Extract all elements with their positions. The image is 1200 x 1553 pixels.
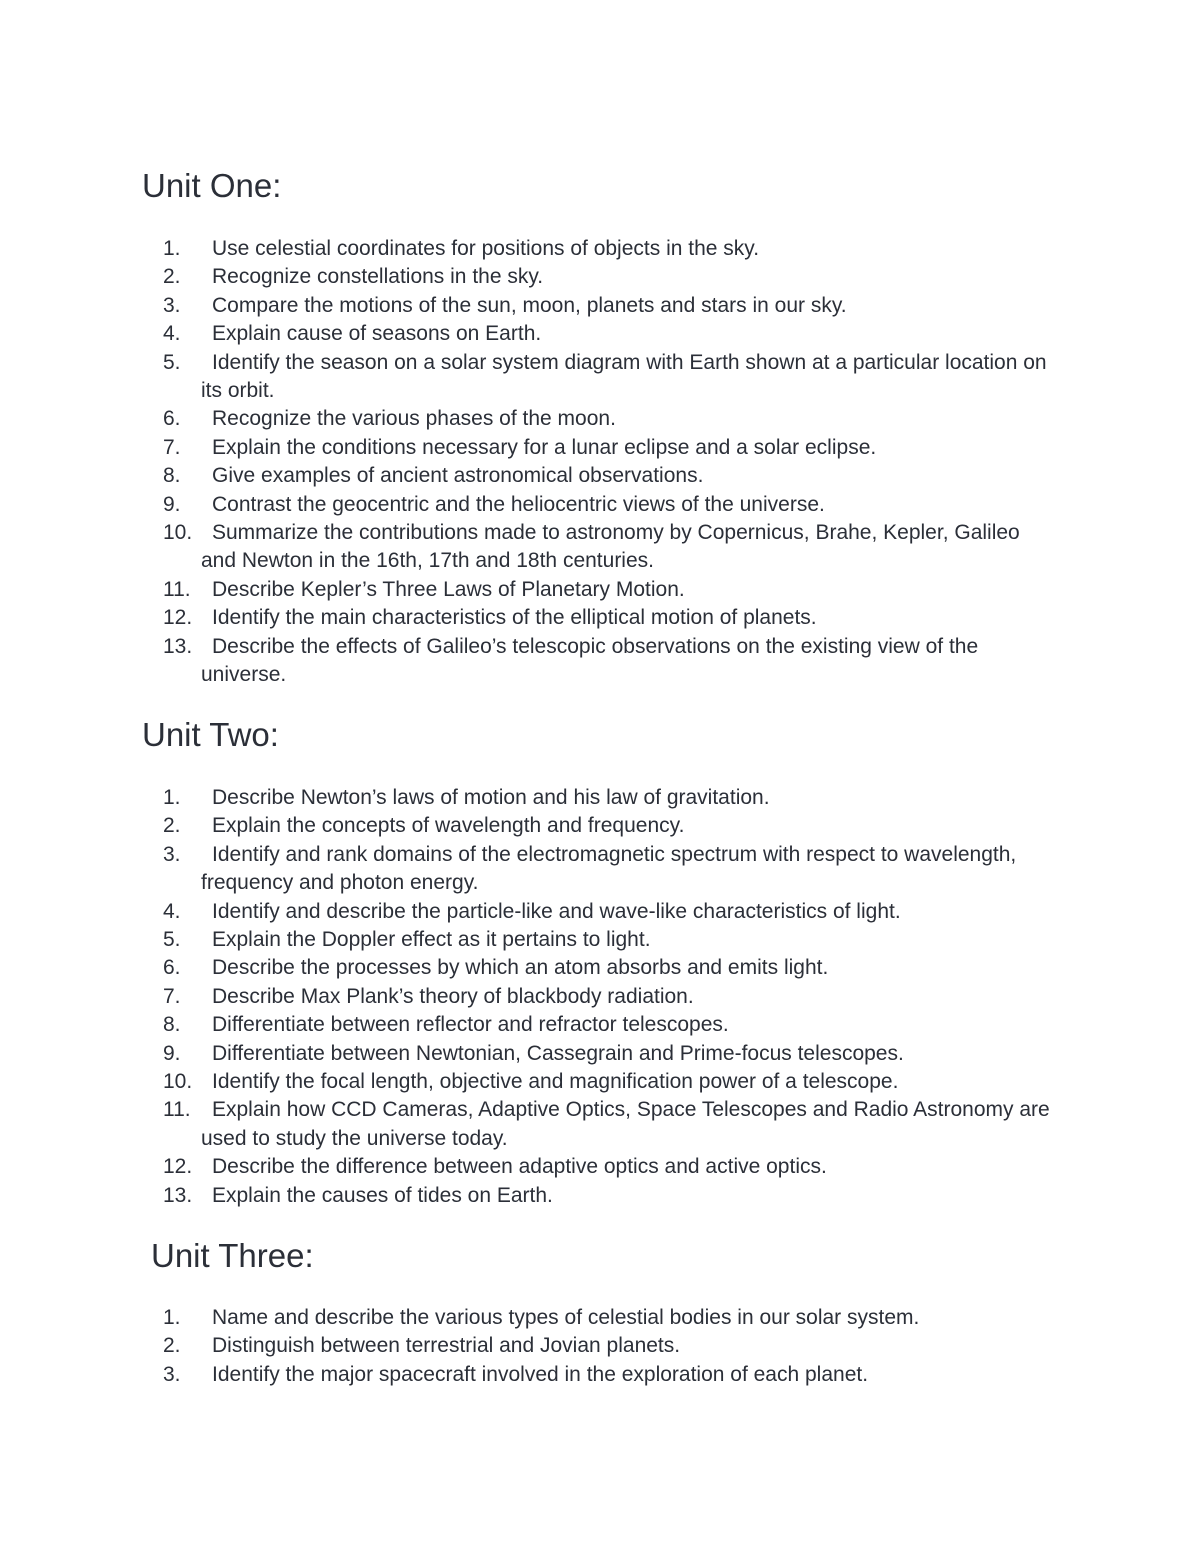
item-text: Explain how CCD Cameras, Adaptive Optics, Space Telescopes and Radio Astronomy are used to study the universe today. <box>201 1098 1050 1150</box>
item-text: Summarize the contributions made to astronomy by Copernicus, Brahe, Kepler, Galileo and Newton in the 16th, 17th and 18th centuries. <box>201 521 1020 573</box>
item-text: Identify the season on a solar system diagram with Earth shown at a particular location on its orbit. <box>201 350 1047 403</box>
item-number: 13. <box>163 634 193 658</box>
list-item <box>0 1068 1051 1096</box>
item-number: 1. <box>163 237 181 260</box>
item-text: Use celestial coordinates for positions of objects in the sky. <box>212 237 760 260</box>
list-item <box>0 491 1051 519</box>
unit-three-heading: Unit Three: <box>151 1237 314 1274</box>
list-item <box>0 1011 1051 1039</box>
list-item <box>0 434 1051 462</box>
unit-two-objectives <box>0 784 1200 1210</box>
item-number: 11. <box>163 1098 191 1122</box>
item-number: 6. <box>163 407 181 431</box>
list-item <box>0 519 1051 576</box>
item-number: 13. <box>163 1183 193 1207</box>
item-number: 8. <box>163 464 181 488</box>
item-text: Describe the processes by which an atom absorbs and emits light. <box>212 956 829 980</box>
list-item <box>0 812 1051 840</box>
list-item <box>0 1153 1051 1181</box>
item-number: 11. <box>163 577 191 601</box>
item-number: 2. <box>163 1334 181 1358</box>
item-number: 3. <box>163 842 181 866</box>
item-text: Describe Max Plank’s theory of blackbody radiation. <box>212 984 694 1008</box>
list-item <box>0 462 1051 490</box>
item-number: 4. <box>163 322 181 346</box>
list-item <box>0 1332 1051 1360</box>
list-item <box>0 841 1051 898</box>
item-text: Name and describe the various types of celestial bodies in our solar system. <box>212 1306 920 1329</box>
item-text: Differentiate between Newtonian, Cassegrain and Prime-focus telescopes. <box>212 1041 904 1065</box>
item-number: 4. <box>163 899 181 923</box>
list-item <box>0 1304 1051 1332</box>
list-item <box>0 576 1051 604</box>
list-item <box>0 263 1051 291</box>
item-text: Explain the causes of tides on Earth. <box>212 1183 553 1207</box>
item-number: 9. <box>163 492 181 516</box>
item-number: 5. <box>163 928 181 952</box>
item-number: 9. <box>163 1041 181 1065</box>
item-text: Identify the main characteristics of the elliptical motion of planets. <box>212 606 817 630</box>
item-text: Describe the difference between adaptive optics and active optics. <box>212 1155 827 1179</box>
list-item <box>0 898 1051 926</box>
unit-one-heading: Unit One: <box>142 167 282 204</box>
item-text: Contrast the geocentric and the heliocentric views of the universe. <box>212 492 825 516</box>
item-text: Explain the conditions necessary for a lunar eclipse and a solar eclipse. <box>212 435 877 459</box>
item-text: Identify the major spacecraft involved in the exploration of each planet. <box>212 1362 869 1386</box>
item-text: Describe Kepler’s Three Laws of Planetary Motion. <box>212 577 685 601</box>
item-number: 10. <box>163 1070 193 1094</box>
list-item <box>0 1096 1051 1153</box>
item-text: Give examples of ancient astronomical observations. <box>212 464 704 488</box>
list-item <box>0 633 1051 690</box>
list-item <box>0 1361 1051 1389</box>
item-number: 8. <box>163 1013 181 1037</box>
item-number: 2. <box>163 265 181 289</box>
item-text: Identify the focal length, objective and magnification power of a telescope. <box>212 1070 899 1094</box>
list-item <box>0 320 1051 348</box>
item-text: Recognize constellations in the sky. <box>212 265 544 289</box>
list-item <box>0 954 1051 982</box>
item-text: Identify and describe the particle-like and wave-like characteristics of light. <box>212 899 901 923</box>
item-text: Identify and rank domains of the electromagnetic spectrum with respect to wavelength, frequency and photon energy. <box>201 842 1017 895</box>
list-item <box>0 784 1051 812</box>
unit-two-heading: Unit Two: <box>142 716 279 753</box>
item-number: 1. <box>163 1306 181 1329</box>
item-text: Describe the effects of Galileo’s telescopic observations on the existing view of the universe. <box>201 634 979 687</box>
list-item <box>0 983 1051 1011</box>
item-text: Recognize the various phases of the moon. <box>212 407 616 431</box>
list-item <box>0 1040 1051 1068</box>
unit-one-objectives <box>0 235 1200 690</box>
item-number: 12. <box>163 1155 193 1179</box>
list-item <box>0 405 1051 433</box>
item-text: Explain cause of seasons on Earth. <box>212 322 542 346</box>
list-item <box>0 349 1051 406</box>
item-number: 3. <box>163 1362 181 1386</box>
item-number: 2. <box>163 814 181 838</box>
item-number: 7. <box>163 984 181 1008</box>
item-text: Distinguish between terrestrial and Jovian planets. <box>212 1334 681 1358</box>
item-number: 12. <box>163 606 193 630</box>
item-number: 7. <box>163 435 181 459</box>
unit-three-objectives <box>0 1304 1200 1389</box>
item-text: Explain the Doppler effect as it pertains to light. <box>212 928 651 952</box>
item-text: Explain the concepts of wavelength and frequency. <box>212 814 685 838</box>
list-item <box>0 926 1051 954</box>
list-item <box>0 235 1051 263</box>
item-number: 1. <box>163 786 181 809</box>
list-item <box>0 292 1051 320</box>
list-item <box>0 604 1051 632</box>
item-text: Describe Newton’s laws of motion and his law of gravitation. <box>212 786 770 809</box>
item-number: 6. <box>163 956 181 980</box>
item-number: 5. <box>163 350 181 374</box>
item-text: Compare the motions of the sun, moon, planets and stars in our sky. <box>212 293 847 317</box>
item-number: 10. <box>163 521 193 545</box>
item-number: 3. <box>163 293 181 317</box>
item-text: Differentiate between reflector and refractor telescopes. <box>212 1013 729 1037</box>
list-item <box>0 1182 1051 1210</box>
